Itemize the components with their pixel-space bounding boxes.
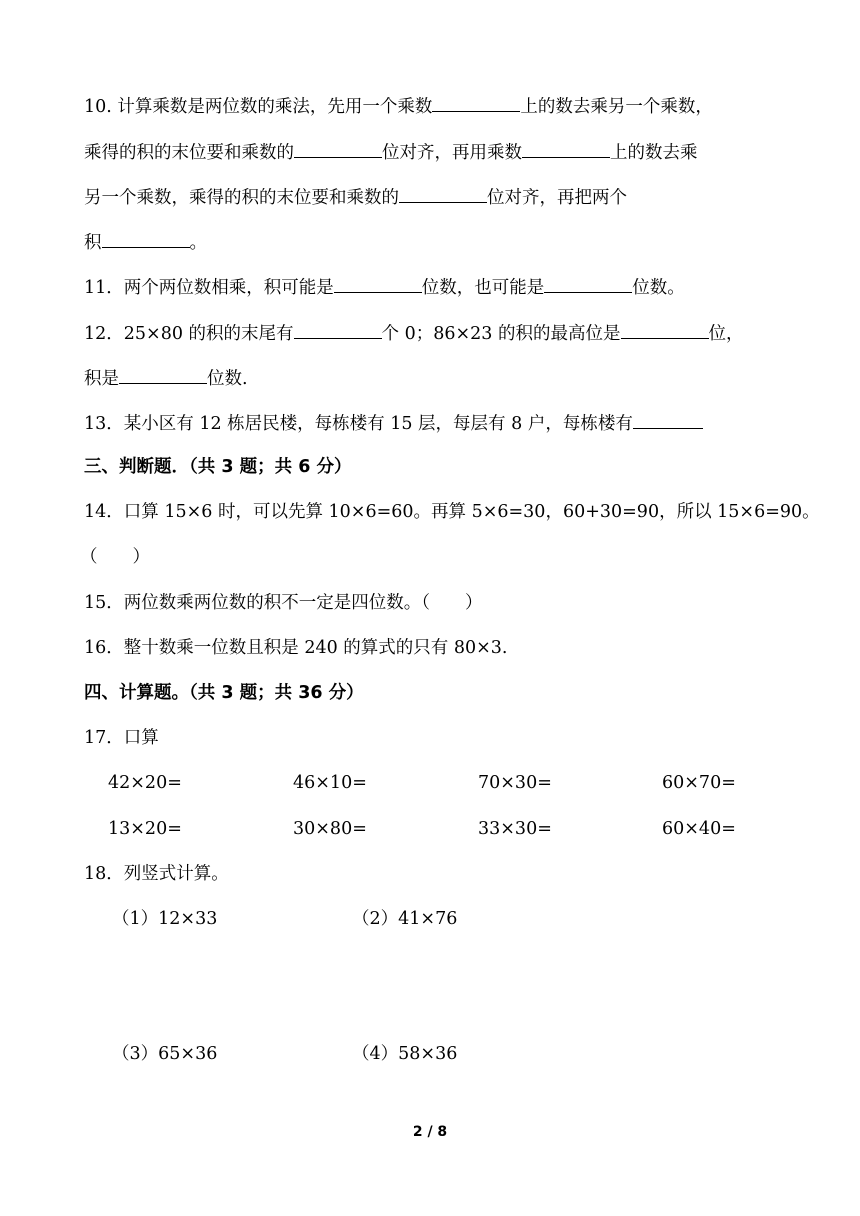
- question-10-line-3: 另一个乘数，乘得的积的末位要和乘数的 位对齐，再把两个: [84, 184, 627, 210]
- mental-math-item: 13×20=: [108, 819, 182, 839]
- vertical-calc-item: （2）41×76: [352, 909, 458, 929]
- answer-blank[interactable]: [294, 139, 382, 158]
- answer-parentheses[interactable]: （ ）: [80, 547, 150, 567]
- answer-blank[interactable]: [633, 410, 703, 429]
- question-15: 15．两位数乘两位数的积不一定是四位数。（ ）: [84, 593, 483, 613]
- question-11: 11．两个两位数相乘，积可能是 位数，也可能是 位数。: [84, 274, 685, 300]
- vertical-calc-item: （1）12×33: [112, 909, 218, 929]
- question-14: 14．口算 15×6 时，可以先算 10×6=60。再算 5×6=30，60+30=90，所以 15×6=90。: [84, 502, 820, 522]
- question-10-line-4: 积 。: [84, 229, 207, 255]
- answer-blank[interactable]: [334, 274, 422, 293]
- page-number: 2 / 8: [412, 1124, 448, 1140]
- section-4-heading: 四、计算题。（共 3 题；共 36 分）: [84, 683, 364, 703]
- answer-blank[interactable]: [522, 139, 610, 158]
- question-16: 16．整十数乘一位数且积是 240 的算式的只有 80×3.: [84, 638, 508, 658]
- mental-math-item: 70×30=: [478, 773, 552, 793]
- mental-math-item: 46×10=: [293, 773, 367, 793]
- answer-blank[interactable]: [119, 365, 207, 384]
- section-3-heading: 三、判断题．（共 3 题；共 6 分）: [84, 457, 352, 477]
- question-12-line-1: 12．25×80 的积的末尾有 个 0；86×23 的积的最高位是 位，: [84, 320, 744, 346]
- question-17-title: 17．口算: [84, 728, 159, 748]
- answer-blank[interactable]: [102, 229, 190, 248]
- mental-math-item: 42×20=: [108, 773, 182, 793]
- question-18-title: 18．列竖式计算。: [84, 864, 229, 884]
- mental-math-item: 33×30=: [478, 819, 552, 839]
- mental-math-item: 60×70=: [662, 773, 736, 793]
- answer-blank[interactable]: [544, 274, 632, 293]
- answer-blank[interactable]: [399, 184, 487, 203]
- mental-math-item: 30×80=: [293, 819, 367, 839]
- question-13: 13．某小区有 12 栋居民楼，每栋楼有 15 层，每层有 8 户，每栋楼有: [84, 410, 703, 436]
- vertical-calc-item: （4）58×36: [352, 1044, 458, 1064]
- question-10-line-2: 乘得的积的末位要和乘数的 位对齐，再用乘数 上的数去乘: [84, 139, 698, 165]
- question-12-line-2: 积是 位数.: [84, 365, 248, 391]
- mental-math-item: 60×40=: [662, 819, 736, 839]
- vertical-calc-item: （3）65×36: [112, 1044, 218, 1064]
- answer-blank[interactable]: [621, 320, 709, 339]
- question-10-line-1: 10. 计算乘数是两位数的乘法，先用一个乘数 上的数去乘另一个乘数，: [84, 93, 713, 119]
- answer-blank[interactable]: [432, 93, 520, 112]
- answer-blank[interactable]: [294, 320, 382, 339]
